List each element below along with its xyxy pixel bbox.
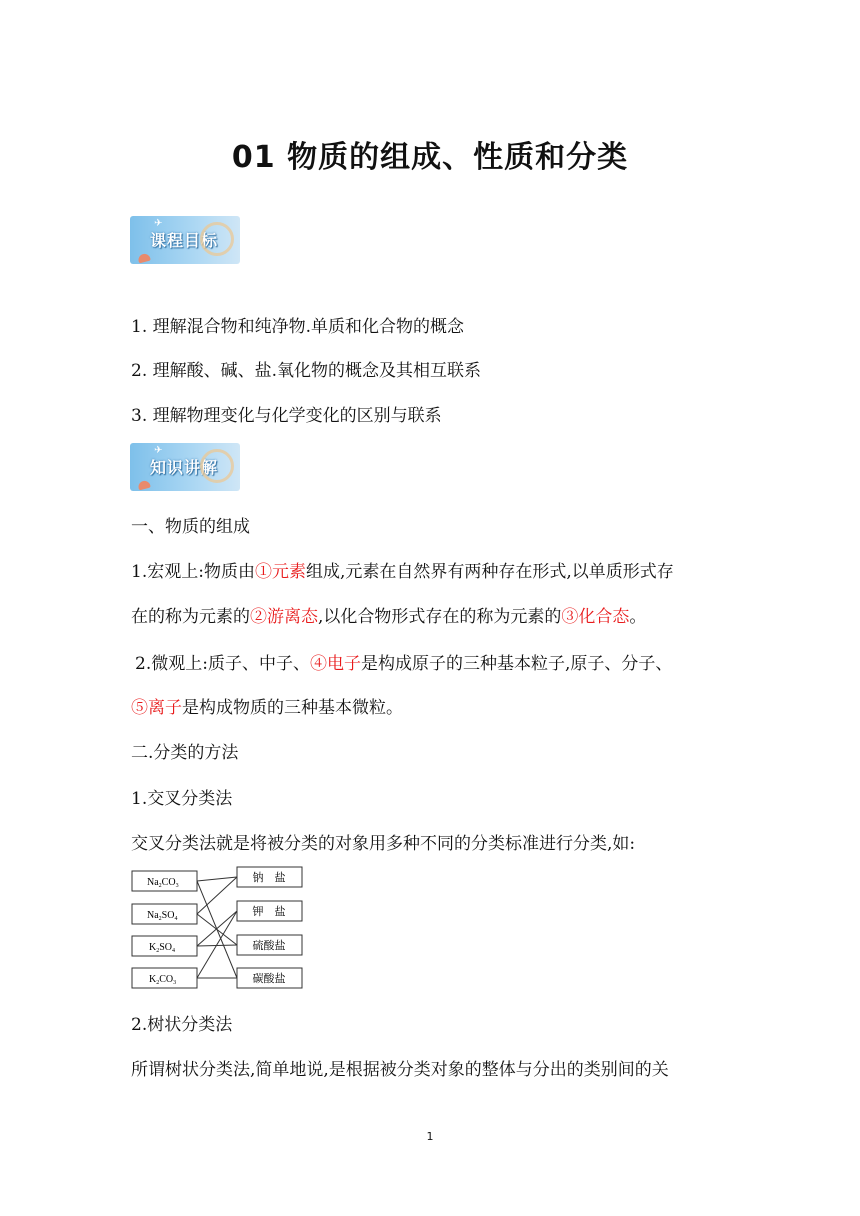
- answer-element: ①元素: [254, 562, 306, 582]
- answer-free-state: ②游离态: [250, 607, 318, 627]
- goal-item: 1. 理解混合物和纯净物.单质和化合物的概念: [131, 317, 465, 337]
- connector-lines: [197, 877, 237, 978]
- page-title: 01 物质的组成、性质和分类: [231, 140, 629, 175]
- category-boxes: [237, 867, 302, 988]
- course-goals-badge: [130, 216, 240, 264]
- paragraph-line: 所谓树状分类法,简单地说,是根据被分类对象的整体与分出的类别间的关: [131, 1060, 669, 1080]
- answer-ion: ⑤离子: [131, 698, 182, 718]
- section-heading: 二.分类的方法: [131, 743, 239, 763]
- subsection-heading: 1.交叉分类法: [131, 789, 233, 809]
- knowledge-badge: [130, 443, 240, 491]
- category-potassium-salt: 钾 盐: [252, 905, 286, 918]
- goal-item: 3. 理解物理变化与化学变化的区别与联系: [131, 406, 442, 426]
- formula-k2co3: $K_2CO_3$: [149, 974, 177, 986]
- page-number: 1: [426, 1130, 434, 1143]
- formula-na2co3: $Na_2CO_3$: [147, 877, 179, 889]
- cross-classification-diagram: [131, 866, 306, 991]
- formula-na2so4: $Na_2SO_4$: [147, 910, 178, 922]
- paragraph-line: 交叉分类法就是将被分类的对象用多种不同的分类标准进行分类,如:: [131, 834, 636, 854]
- bird-icon: [137, 480, 151, 491]
- formula-k2so4: $K_2SO_4$: [149, 942, 176, 954]
- category-sulfate: 硫酸盐: [252, 939, 286, 952]
- section-heading: 一、物质的组成: [131, 517, 250, 537]
- substance-boxes: [132, 871, 197, 988]
- paper-plane-icon: ✈: [154, 218, 163, 229]
- goal-item: 2. 理解酸、碱、盐.氧化物的概念及其相互联系: [131, 361, 482, 381]
- bird-icon: [137, 253, 151, 264]
- paragraph-line: 2.微观上:质子、中子、④电子是构成原子的三种基本粒子,原子、分子、: [135, 654, 673, 674]
- ring-icon: [200, 449, 234, 483]
- badge-label: 知识讲解: [150, 458, 219, 477]
- answer-electron: ④电子: [309, 654, 361, 674]
- paper-plane-icon: ✈: [154, 445, 163, 456]
- category-sodium-salt: 钠 盐: [252, 871, 286, 884]
- paragraph-line: 在的称为元素的②游离态,以化合物形式存在的称为元素的③化合态。: [131, 607, 647, 627]
- subsection-heading: 2.树状分类法: [131, 1015, 233, 1035]
- answer-combined-state: ③化合态: [561, 607, 630, 627]
- paragraph-line: 1.宏观上:物质由①元素组成,元素在自然界有两种存在形式,以单质形式存: [131, 562, 674, 582]
- ring-icon: [200, 222, 234, 256]
- badge-label: 课程目标: [150, 231, 219, 250]
- paragraph-line: ⑤离子是构成物质的三种基本微粒。: [131, 698, 403, 718]
- category-carbonate: 碳酸盐: [252, 972, 286, 985]
